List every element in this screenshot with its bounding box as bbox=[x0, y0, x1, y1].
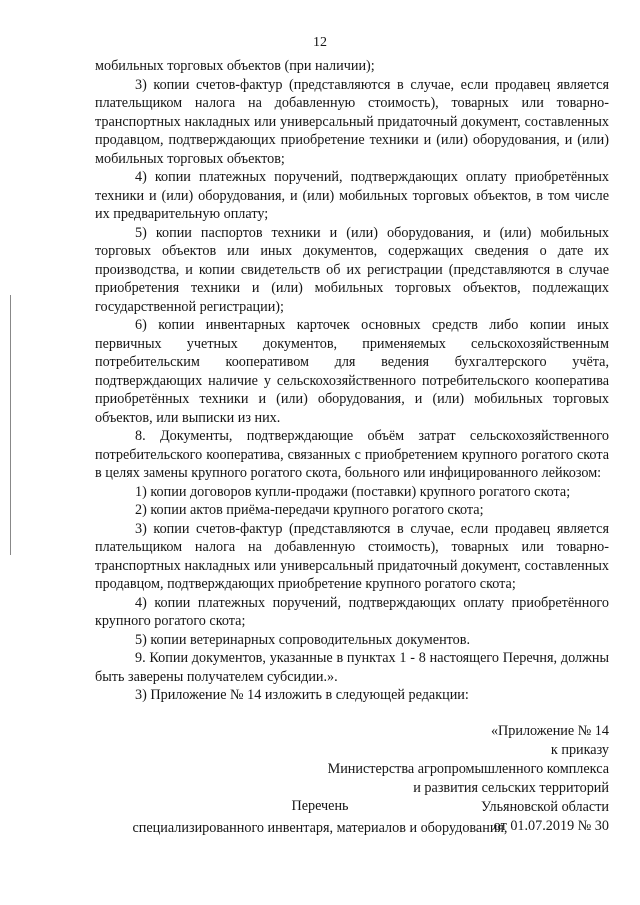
paragraph: 4) копии платежных поручений, подтверждающих оплату приобретённого крупного рогатого скота; bbox=[95, 594, 609, 629]
paragraph: 1) копии договоров купли-продажи (поставки) крупного рогатого скота; bbox=[135, 483, 571, 500]
paragraph: 4) копии платежных поручений, подтверждающих оплату приобретённых техники и (или) оборудования, и (или) мобильных торговых объектов, в том числе их предварительную оплату; bbox=[95, 169, 609, 222]
page-number: 12 bbox=[313, 35, 327, 50]
appendix-header bbox=[328, 722, 609, 836]
paragraph: 5) копии ветеринарных сопроводительных документов. bbox=[135, 631, 471, 648]
paragraph: 9. Копии документов, указанные в пунктах 1 - 8 настоящего Перечня, должны быть заверены получателем субсидии.». bbox=[95, 650, 609, 685]
appendix-line: к приказу bbox=[550, 742, 609, 758]
appendix-line: и развития сельских территорий bbox=[413, 780, 609, 796]
paragraph: 3) копии счетов-фактур (представляются в случае, если продавец является плательщиком налога на добавленную стоимость), товарных или товарно-транспортных накладных или универсальный придаточный документ, составленных продавцом, подтверждающих приобретение техники и (или) оборудования, и (или) мобильных торговых объектов; bbox=[95, 76, 609, 167]
appendix-line: Ульяновской области bbox=[481, 799, 609, 815]
paragraph: 3) копии счетов-фактур (представляются в случае, если продавец является плательщиком налога на добавленную стоимость), товарных или товарно-транспортных накладных или универсальный придаточный документ, составленных продавцом, подтверждающих приобретение крупного рогатого скота; bbox=[95, 520, 609, 592]
paragraph: 8. Документы, подтверждающие объём затрат сельскохозяйственного потребительского кооператива, связанных с приобретением крупного рогатого скота в целях замены крупного рогатого скота, больного или инфицированного лейкозом: bbox=[95, 428, 609, 481]
paragraph: 5) копии паспортов техники и (или) оборудования, и (или) мобильных торговых объектов или иных документов, содержащих сведения о дате их производства, и копии свидетельств об их регистрации (представляются в случае приобретения техники и (или) мобильных торговых объектов, подлежащих государственной регистрации); bbox=[95, 224, 609, 315]
list-subtitle: специализированного инвентаря, материалов и оборудования, bbox=[132, 820, 508, 836]
appendix-line: «Приложение № 14 bbox=[490, 723, 609, 739]
paragraph: мобильных торговых объектов (при наличии); bbox=[95, 58, 375, 74]
list-title: Перечень bbox=[291, 798, 349, 814]
paragraph: 3) Приложение № 14 изложить в следующей редакции: bbox=[135, 687, 469, 703]
appendix-line: от 01.07.2019 № 30 bbox=[493, 818, 609, 834]
appendix-line: Министерства агропромышленного комплекса bbox=[327, 761, 609, 777]
paragraph: 6) копии инвентарных карточек основных средств либо копии иных первичных учетных документов, применяемых сельскохозяйственным потребительским кооперативом для ведения бухгалтерского учёта, подтверждающих наличие у сельскохозяйственного потребительского кооператива приобретённых техники и (или) оборудования, и (или) мобильных торговых объектов, или выписки из них. bbox=[95, 317, 609, 426]
paragraph: 2) копии актов приёма-передачи крупного рогатого скота; bbox=[135, 502, 484, 518]
document-body bbox=[95, 57, 609, 705]
scan-margin-line bbox=[10, 295, 11, 555]
